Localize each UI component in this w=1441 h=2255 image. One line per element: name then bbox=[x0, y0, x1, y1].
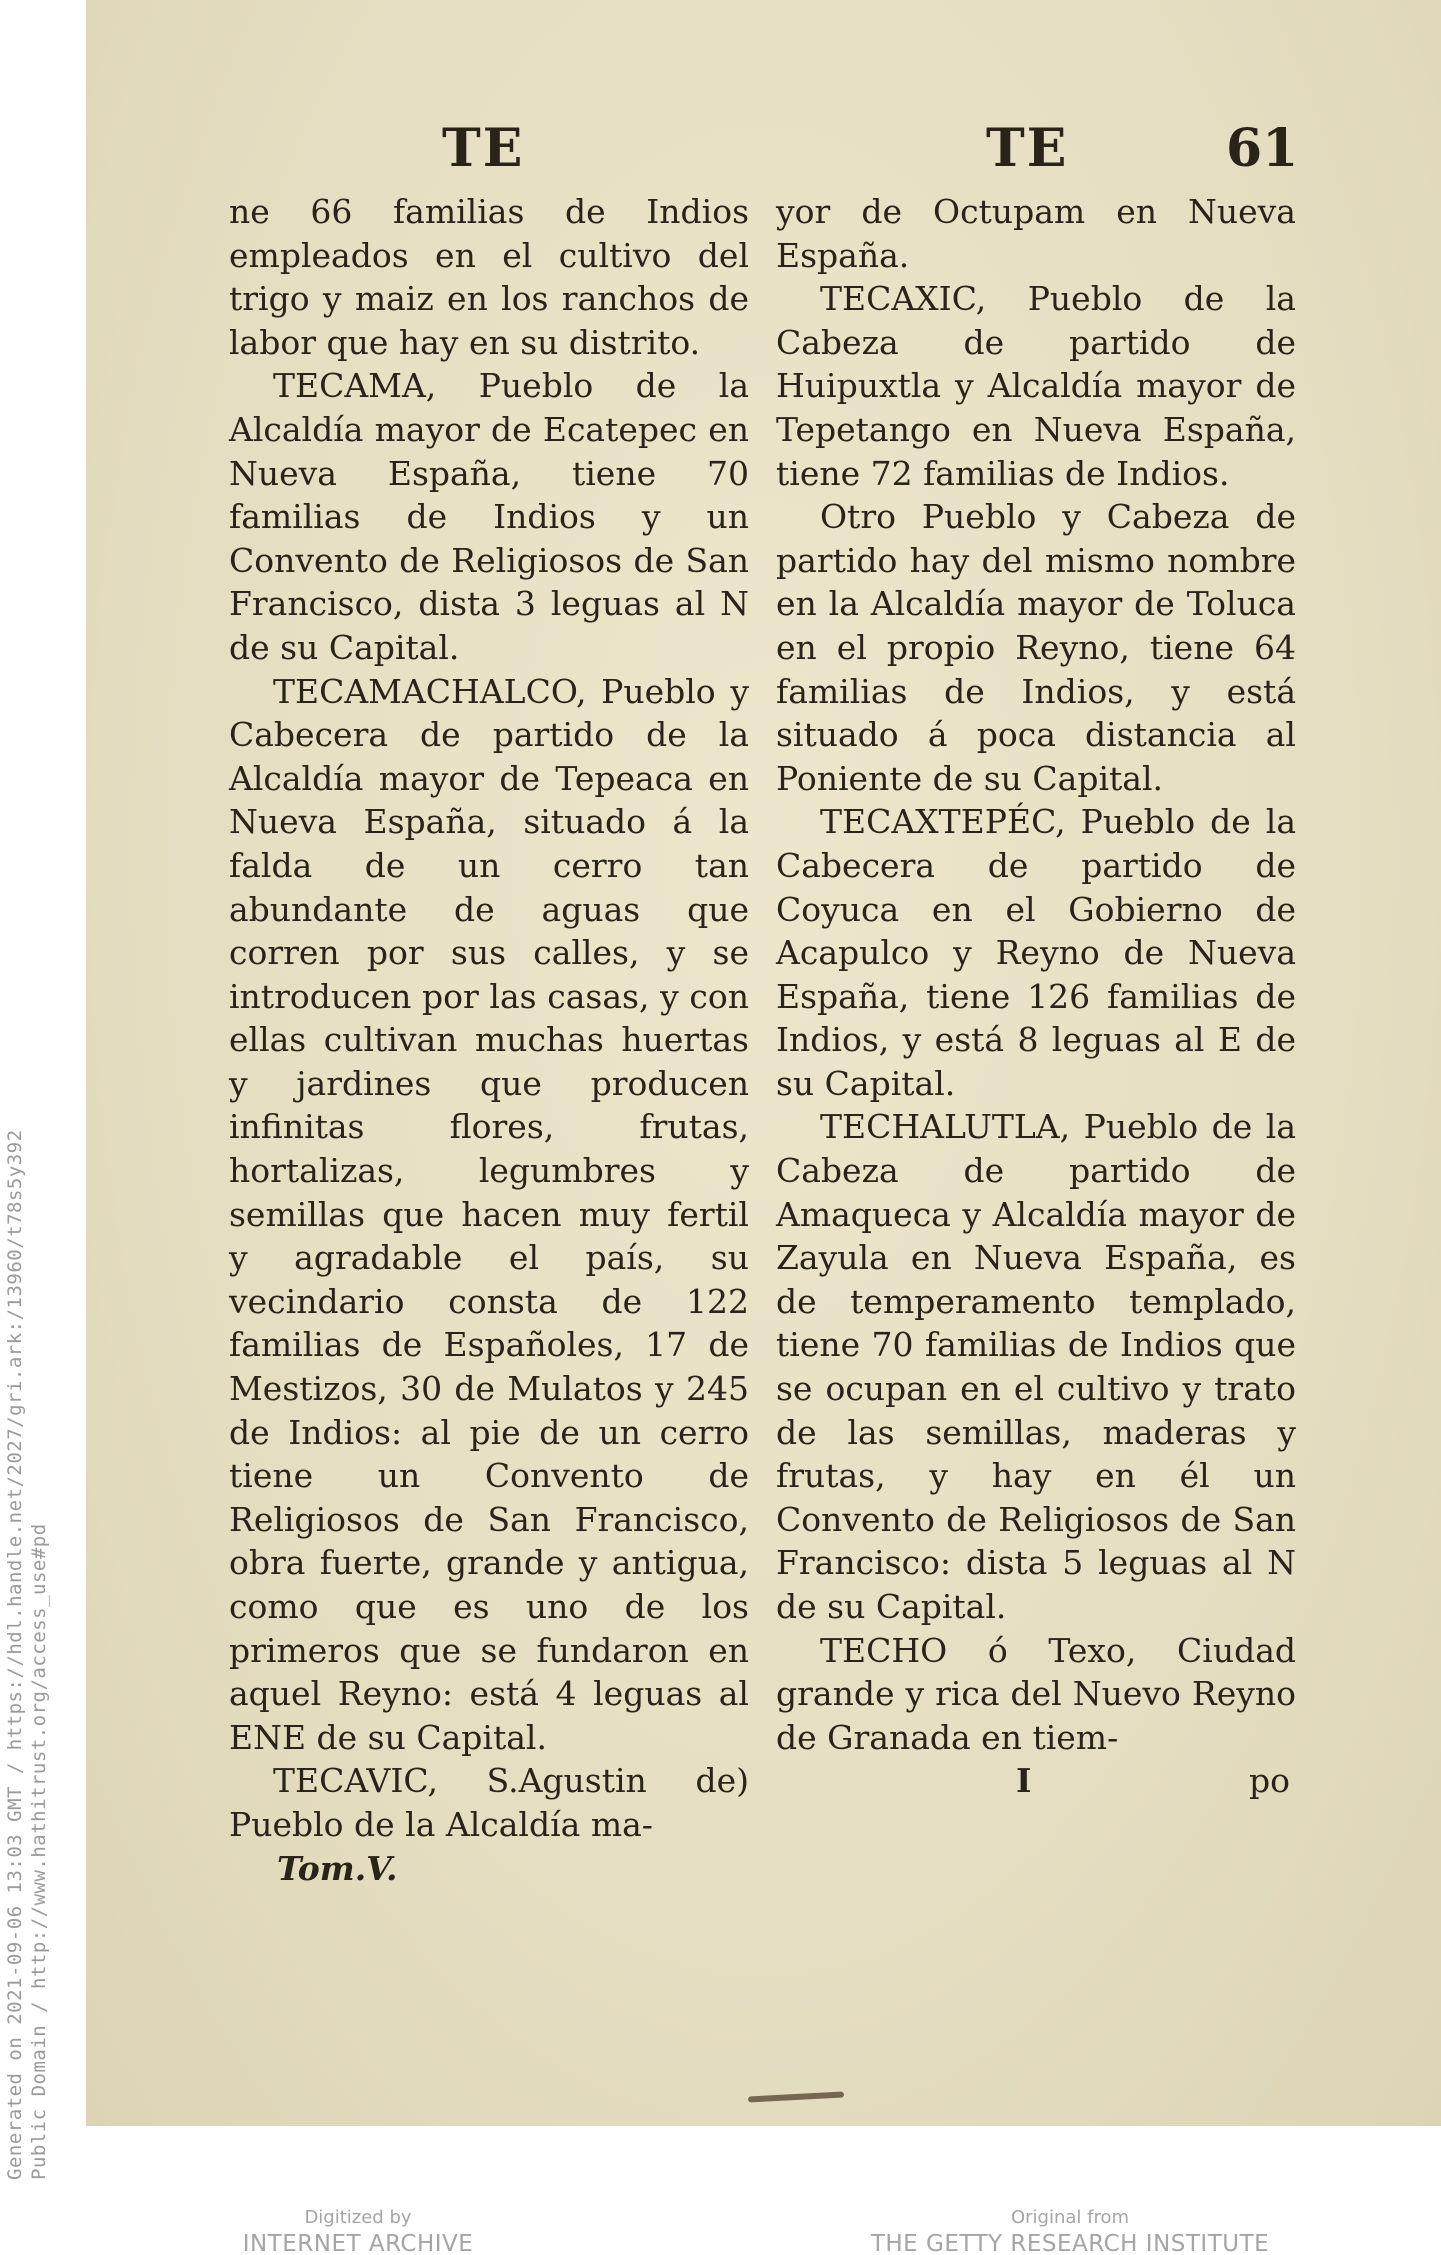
entry-tecavic: TECAVIC, S.Agustin de) Pueblo de la Alcaldía ma- bbox=[229, 1761, 749, 1844]
footer-source: INTERNET ARCHIVE bbox=[242, 2231, 474, 2255]
footer-original-from bbox=[870, 2207, 1270, 2255]
stamp-public-domain-line: Public Domain / http://www.hathitrust.org/access_use#pd bbox=[28, 1523, 50, 2180]
signature-mark: Tom.V. bbox=[277, 1848, 398, 1888]
signature-mark: I bbox=[1016, 1761, 1032, 1801]
paragraph: yor de Octupam en Nueva España. bbox=[776, 192, 1296, 275]
entry-tecama: TECAMA, Pueblo de la Alcaldía mayor de Ecatepec en Nueva España, tiene 70 familias de Indios y un Convento de Religiosos de San Francisco, dista 3 leguas al N de su Capital. bbox=[229, 366, 749, 667]
catchword-line bbox=[776, 1759, 1296, 1803]
running-head-right: TE bbox=[986, 118, 1069, 179]
paragraph: ne 66 familias de Indios empleados en el cultivo del trigo y maiz en los ranchos de labor que hay en su distrito. bbox=[229, 192, 749, 362]
entry-otro-pueblo: Otro Pueblo y Cabeza de partido hay del mismo nombre en la Alcaldía mayor de Toluca en el propio Reyno, tiene 64 familias de Indios, y está situado á poca distancia al Poniente de su Capital. bbox=[776, 497, 1296, 798]
page-number: 61 bbox=[1226, 118, 1299, 179]
footer-label: Original from bbox=[1010, 2207, 1130, 2228]
footer-source: THE GETTY RESEARCH INSTITUTE bbox=[870, 2231, 1270, 2255]
entry-tecamachalco: TECAMACHALCO, Pueblo y Cabecera de partido de la Alcaldía mayor de Tepeaca en Nueva España, situado á la falda de un cerro tan abundante de aguas que corren por sus calles, y se introducen por las casas, y con ellas cultivan muchas huertas y jardines que producen infinitas flores, frutas, hortalizas, legumbres y semillas que hacen muy fertil y agradable el país, su vecindario consta de 122 familias de Españoles, 17 de Mestizos, 30 de Mulatos y 245 de Indios: al pie de un cerro tiene un Convento de Religiosos de San Francisco, obra fuerte, grande y antigua, como que es uno de los primeros que se fundaron en aquel Reyno: está 4 leguas al ENE de su Capital. bbox=[229, 671, 749, 1757]
catchword: po bbox=[1249, 1761, 1290, 1801]
footer-digitized-by bbox=[226, 2207, 490, 2255]
entry-tecaxic: TECAXIC, Pueblo de la Cabeza de partido de Huipuxtla y Alcaldía mayor de Tepetango en Nueva España, tiene 72 familias de Indios. bbox=[776, 279, 1296, 493]
entry-tecaxtepec: TECAXTEPÉC, Pueblo de la Cabecera de partido de Coyuca en el Gobierno de Acapulco y Reyno de Nueva España, tiene 126 familias de Indios, y está 8 leguas al E de su Capital. bbox=[776, 802, 1296, 1103]
running-head-left: TE bbox=[442, 118, 525, 179]
stamp-generated-line: Generated on 2021-09-06 13:03 GMT / https://hdl.handle.net/2027/gri.ark:/13960/t78s5y392 bbox=[4, 1129, 26, 2180]
entry-techo: TECHO ó Texo, Ciudad grande y rica del Nuevo Reyno de Granada en tiem- bbox=[776, 1630, 1296, 1757]
hathitrust-stamp bbox=[0, 1100, 60, 2200]
left-column bbox=[229, 190, 749, 1890]
right-column bbox=[776, 190, 1296, 1803]
footer-label: Digitized by bbox=[304, 2207, 412, 2228]
entry-techalutla: TECHALUTLA, Pueblo de la Cabeza de partido de Amaqueca y Alcaldía mayor de Zayula en Nueva España, es de temperamento templado, tiene 70 familias de Indios que se ocupan en el cultivo y trato de las semillas, maderas y frutas, y hay en él un Convento de Religiosos de San Francisco: dista 5 leguas al N de su Capital. bbox=[776, 1107, 1296, 1626]
